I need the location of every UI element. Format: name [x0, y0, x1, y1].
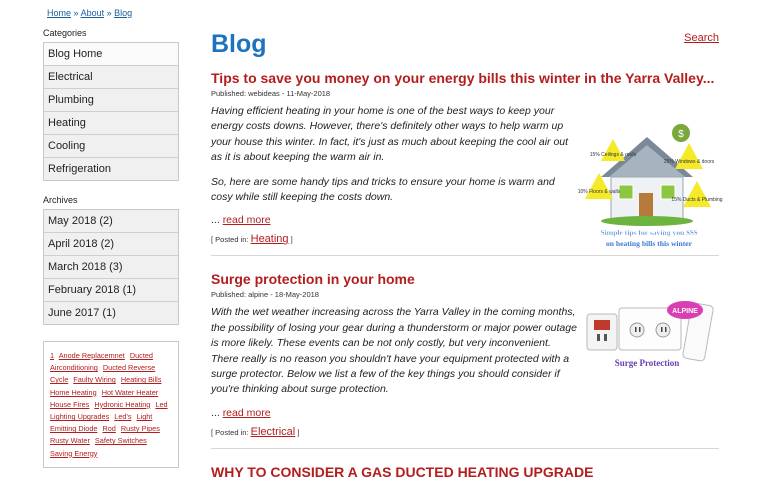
tag-link[interactable]: Rusty Water	[50, 436, 90, 446]
tag-link[interactable]: House Fires	[50, 399, 90, 409]
archives-list	[43, 209, 179, 325]
tag-link[interactable]: Hydronic Heating	[94, 399, 151, 409]
ellipsis: ...	[211, 406, 220, 419]
breadcrumb-separator: »	[73, 8, 79, 18]
callout-windows: 25% Windows & doors	[663, 159, 715, 165]
post-paragraph: Having efficient heating in your home is one of the best ways to keep your energy costs downs. However, there's definitely other ways to help warm up your house this winter. In fact, it's just as much about keeping the cool air out as it is about keeping the warm air in.	[211, 105, 569, 164]
tag-link[interactable]: Saving Energy	[50, 448, 98, 458]
post-meta: Published: webideas - 11-May-2018	[211, 89, 331, 98]
archive-item-february-2018[interactable]: February 2018 (1)	[44, 278, 178, 301]
search-link[interactable]: Search	[684, 32, 719, 44]
tag-link[interactable]: Rusty Pipes	[120, 424, 160, 434]
alpine-badge: ALPINE	[672, 308, 698, 316]
post-excerpt	[211, 305, 577, 397]
image-caption: Surge Protection	[614, 358, 680, 369]
read-more-row	[211, 407, 719, 419]
surge-protection-image[interactable]	[585, 300, 713, 372]
tag-link[interactable]: Led's	[114, 412, 132, 422]
posted-in-label: [ Posted in:	[211, 427, 249, 437]
post-title[interactable]: Tips to save you money on your energy bills this winter in the Yarra Valley...	[211, 70, 715, 86]
read-more-link[interactable]: read more	[222, 406, 271, 419]
blog-post	[211, 463, 719, 493]
image-caption-line-2: on heating bills this winter	[605, 239, 693, 248]
sidebar-item-refrigeration[interactable]: Refrigeration	[44, 157, 178, 180]
archives-heading: Archives	[43, 195, 78, 205]
callout-roofs: 15% Ceilings & roofs	[589, 152, 637, 158]
tag-link[interactable]: Heating Bills	[120, 375, 162, 385]
energy-tips-house-image[interactable]	[577, 119, 723, 249]
tag-link[interactable]: Home Heating	[50, 387, 97, 397]
blog-post	[211, 270, 719, 448]
image-caption-line-1: Simple tips for saving you $$$	[600, 228, 698, 237]
post-title[interactable]: Surge protection in your home	[211, 271, 415, 288]
breadcrumb-blog-link[interactable]: Blog	[114, 8, 133, 18]
post-meta: Published: alpine - 18-May-2018	[211, 290, 319, 300]
tag-link[interactable]: Faulty Wiring	[73, 375, 116, 385]
archive-item-april-2018[interactable]: April 2018 (2)	[44, 232, 178, 255]
tag-link[interactable]: Anode Replacemnet	[58, 351, 125, 360]
posted-in	[211, 426, 719, 438]
blog-post	[211, 69, 723, 256]
tag-link[interactable]: Safety Switches	[94, 436, 147, 446]
breadcrumb	[47, 8, 132, 18]
tag-link[interactable]: Led Lighting Upgrades	[50, 399, 168, 422]
archive-item-june-2017[interactable]: June 2017 (1)	[44, 301, 178, 324]
sidebar-item-blog-home[interactable]: Blog Home	[44, 43, 178, 65]
sidebar-item-cooling[interactable]: Cooling	[44, 134, 178, 157]
categories-list	[43, 42, 179, 181]
page-title: Blog	[211, 30, 267, 58]
callout-floors: 10% Floors & walls	[577, 189, 621, 195]
posted-in-close: ]	[297, 427, 300, 437]
tag-link[interactable]: Rod	[102, 424, 116, 434]
sidebar-item-heating[interactable]: Heating	[44, 111, 178, 134]
archive-item-may-2018[interactable]: May 2018 (2)	[44, 210, 178, 232]
tag-cloud	[43, 341, 179, 468]
archive-item-march-2018[interactable]: March 2018 (3)	[44, 255, 178, 278]
post-paragraph: With the wet weather increasing across the Yarra Valley in the coming months, the possibility of losing your gear during a thunderstorm or major power outage is more likely. These events can be not only costly, but very inconvenient. There really is no reason you shouldn't have your equipment protected with a surge protector. Below we list a few of the key things you should consider if you're thinking about surge protection.	[211, 306, 577, 396]
main-content	[211, 28, 723, 493]
breadcrumb-separator: »	[106, 8, 112, 18]
post-title[interactable]: WHY TO CONSIDER A GAS DUCTED HEATING UPGRADE	[211, 463, 594, 480]
callout-ducts: 15% Ducts & Plumbing	[671, 197, 723, 203]
ellipsis: ...	[211, 214, 220, 227]
post-excerpt	[211, 104, 577, 205]
breadcrumb-about-link[interactable]: About	[80, 8, 105, 18]
sidebar-item-electrical[interactable]: Electrical	[44, 65, 178, 88]
tag-link[interactable]: Hot Water Heater	[101, 387, 159, 397]
category-link[interactable]: Heating	[250, 233, 289, 246]
posted-in-label: [ Posted in:	[211, 235, 249, 245]
svg-text:$: $	[678, 129, 684, 140]
posted-in-close: ]	[290, 235, 293, 245]
tag-link[interactable]: Ducted Airconditioning	[50, 351, 153, 373]
categories-heading: Categories	[43, 28, 87, 38]
sidebar	[43, 28, 179, 468]
post-paragraph: So, here are some handy tips and tricks to ensure your home is warm and cosy while still keeping the costs down.	[211, 175, 555, 204]
read-more-link[interactable]: read more	[222, 214, 271, 227]
sidebar-item-plumbing[interactable]: Plumbing	[44, 88, 178, 111]
category-link[interactable]: Electrical	[250, 425, 296, 438]
tag-link[interactable]: 1	[50, 351, 55, 360]
breadcrumb-home-link[interactable]: Home	[47, 8, 72, 18]
tag-link[interactable]: Light Emitting Diode	[50, 412, 153, 434]
tag-link[interactable]: Ducted Reverse Cycle	[50, 363, 156, 385]
